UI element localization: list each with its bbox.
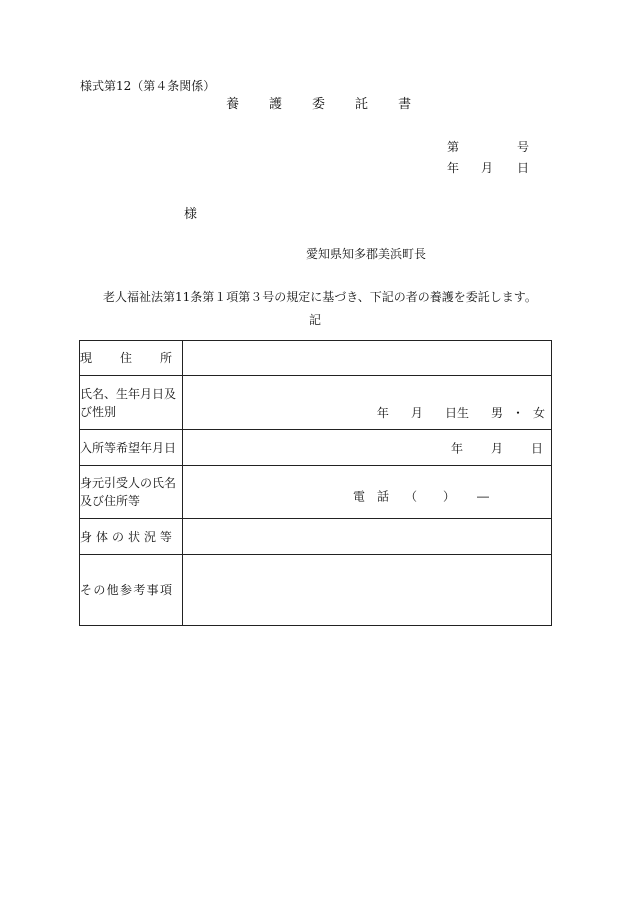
reference-month: 月 <box>481 161 494 175</box>
reference-no-suffix: 号 <box>517 140 530 154</box>
label-char: の <box>111 529 124 544</box>
sex-female[interactable]: 女 <box>532 406 545 420</box>
field-remarks[interactable] <box>183 555 552 626</box>
ki-label: 記 <box>309 313 322 327</box>
row-admission-date <box>80 430 552 466</box>
label-line: 身元引受人の氏名 <box>80 476 177 490</box>
title-char-5: 書 <box>398 97 412 112</box>
label-guarantor <box>80 466 183 519</box>
row-guarantor <box>80 466 552 519</box>
label-char: 体 <box>95 529 108 544</box>
phone-dash: ― <box>477 489 490 504</box>
field-guarantor[interactable] <box>183 466 552 519</box>
row-physical-condition <box>80 519 552 555</box>
phone-paren-close: ） <box>443 489 456 504</box>
label-char: 他 <box>106 583 119 597</box>
field-admission-date[interactable] <box>183 430 552 466</box>
phone-label: 電 話 <box>353 489 390 504</box>
phone-paren-open: （ <box>405 489 418 504</box>
admission-month: 月 <box>490 441 503 455</box>
row-name-birth-sex <box>80 376 552 430</box>
issuer-name: 愛知県知多郡美浜町長 <box>306 247 427 261</box>
reference-day: 日 <box>517 161 530 175</box>
label-address <box>80 341 183 376</box>
field-address[interactable] <box>183 341 552 376</box>
sex-separator: ・ <box>511 406 524 420</box>
label-char: 身 <box>80 529 93 544</box>
title-char-4: 託 <box>355 97 369 112</box>
label-char: 所 <box>159 351 172 365</box>
admission-year: 年 <box>450 441 463 455</box>
label-remarks <box>80 555 183 626</box>
label-line: 氏名、生年月日及 <box>80 386 177 401</box>
admission-day: 日 <box>530 441 543 455</box>
birth-month: 月 <box>410 406 423 420</box>
label-char: 状 <box>127 529 140 544</box>
title-char-3: 委 <box>312 97 326 112</box>
label-char: そ <box>80 583 93 597</box>
addressee-honorific: 様 <box>184 207 198 222</box>
label-char: 事 <box>146 583 159 597</box>
label-name-birth-sex <box>80 376 183 430</box>
entrustment-form-table <box>79 340 552 626</box>
form-number: 様式第12（第４条関係） <box>80 79 216 93</box>
label-char: 況 <box>143 529 156 544</box>
field-physical-condition[interactable] <box>183 519 552 555</box>
label-char: 参 <box>119 583 132 597</box>
field-name-birth-sex[interactable] <box>183 376 552 430</box>
admission-date-line <box>451 439 543 456</box>
label-char: 現 <box>80 351 93 365</box>
reference-date <box>447 159 529 176</box>
label-admission-date: 入所等希望年月日 <box>80 430 183 466</box>
sex-male[interactable]: 男 <box>490 406 503 420</box>
guarantor-phone-line <box>353 488 489 505</box>
label-char: 等 <box>159 529 172 544</box>
label-line: び性別 <box>80 404 117 419</box>
birth-year: 年 <box>376 406 389 420</box>
label-char: 項 <box>159 583 172 597</box>
row-address <box>80 341 552 376</box>
reference-number <box>447 138 529 155</box>
label-char: の <box>93 583 106 597</box>
label-physical-condition <box>80 519 183 555</box>
birth-day: 日生 <box>444 406 469 420</box>
label-char: 考 <box>133 583 146 597</box>
reference-year: 年 <box>447 161 460 175</box>
title-char-1: 養 <box>226 97 240 112</box>
reference-no-prefix: 第 <box>447 140 460 154</box>
document-title <box>226 93 441 112</box>
label-char: 住 <box>119 351 132 365</box>
body-text: 老人福祉法第11条第１項第３号の規定に基づき、下記の者の養護を委託します。 <box>103 290 537 304</box>
birth-sex-line <box>377 404 545 421</box>
title-char-2: 護 <box>269 97 283 112</box>
label-line: 及び住所等 <box>80 494 141 508</box>
row-remarks <box>80 555 552 626</box>
